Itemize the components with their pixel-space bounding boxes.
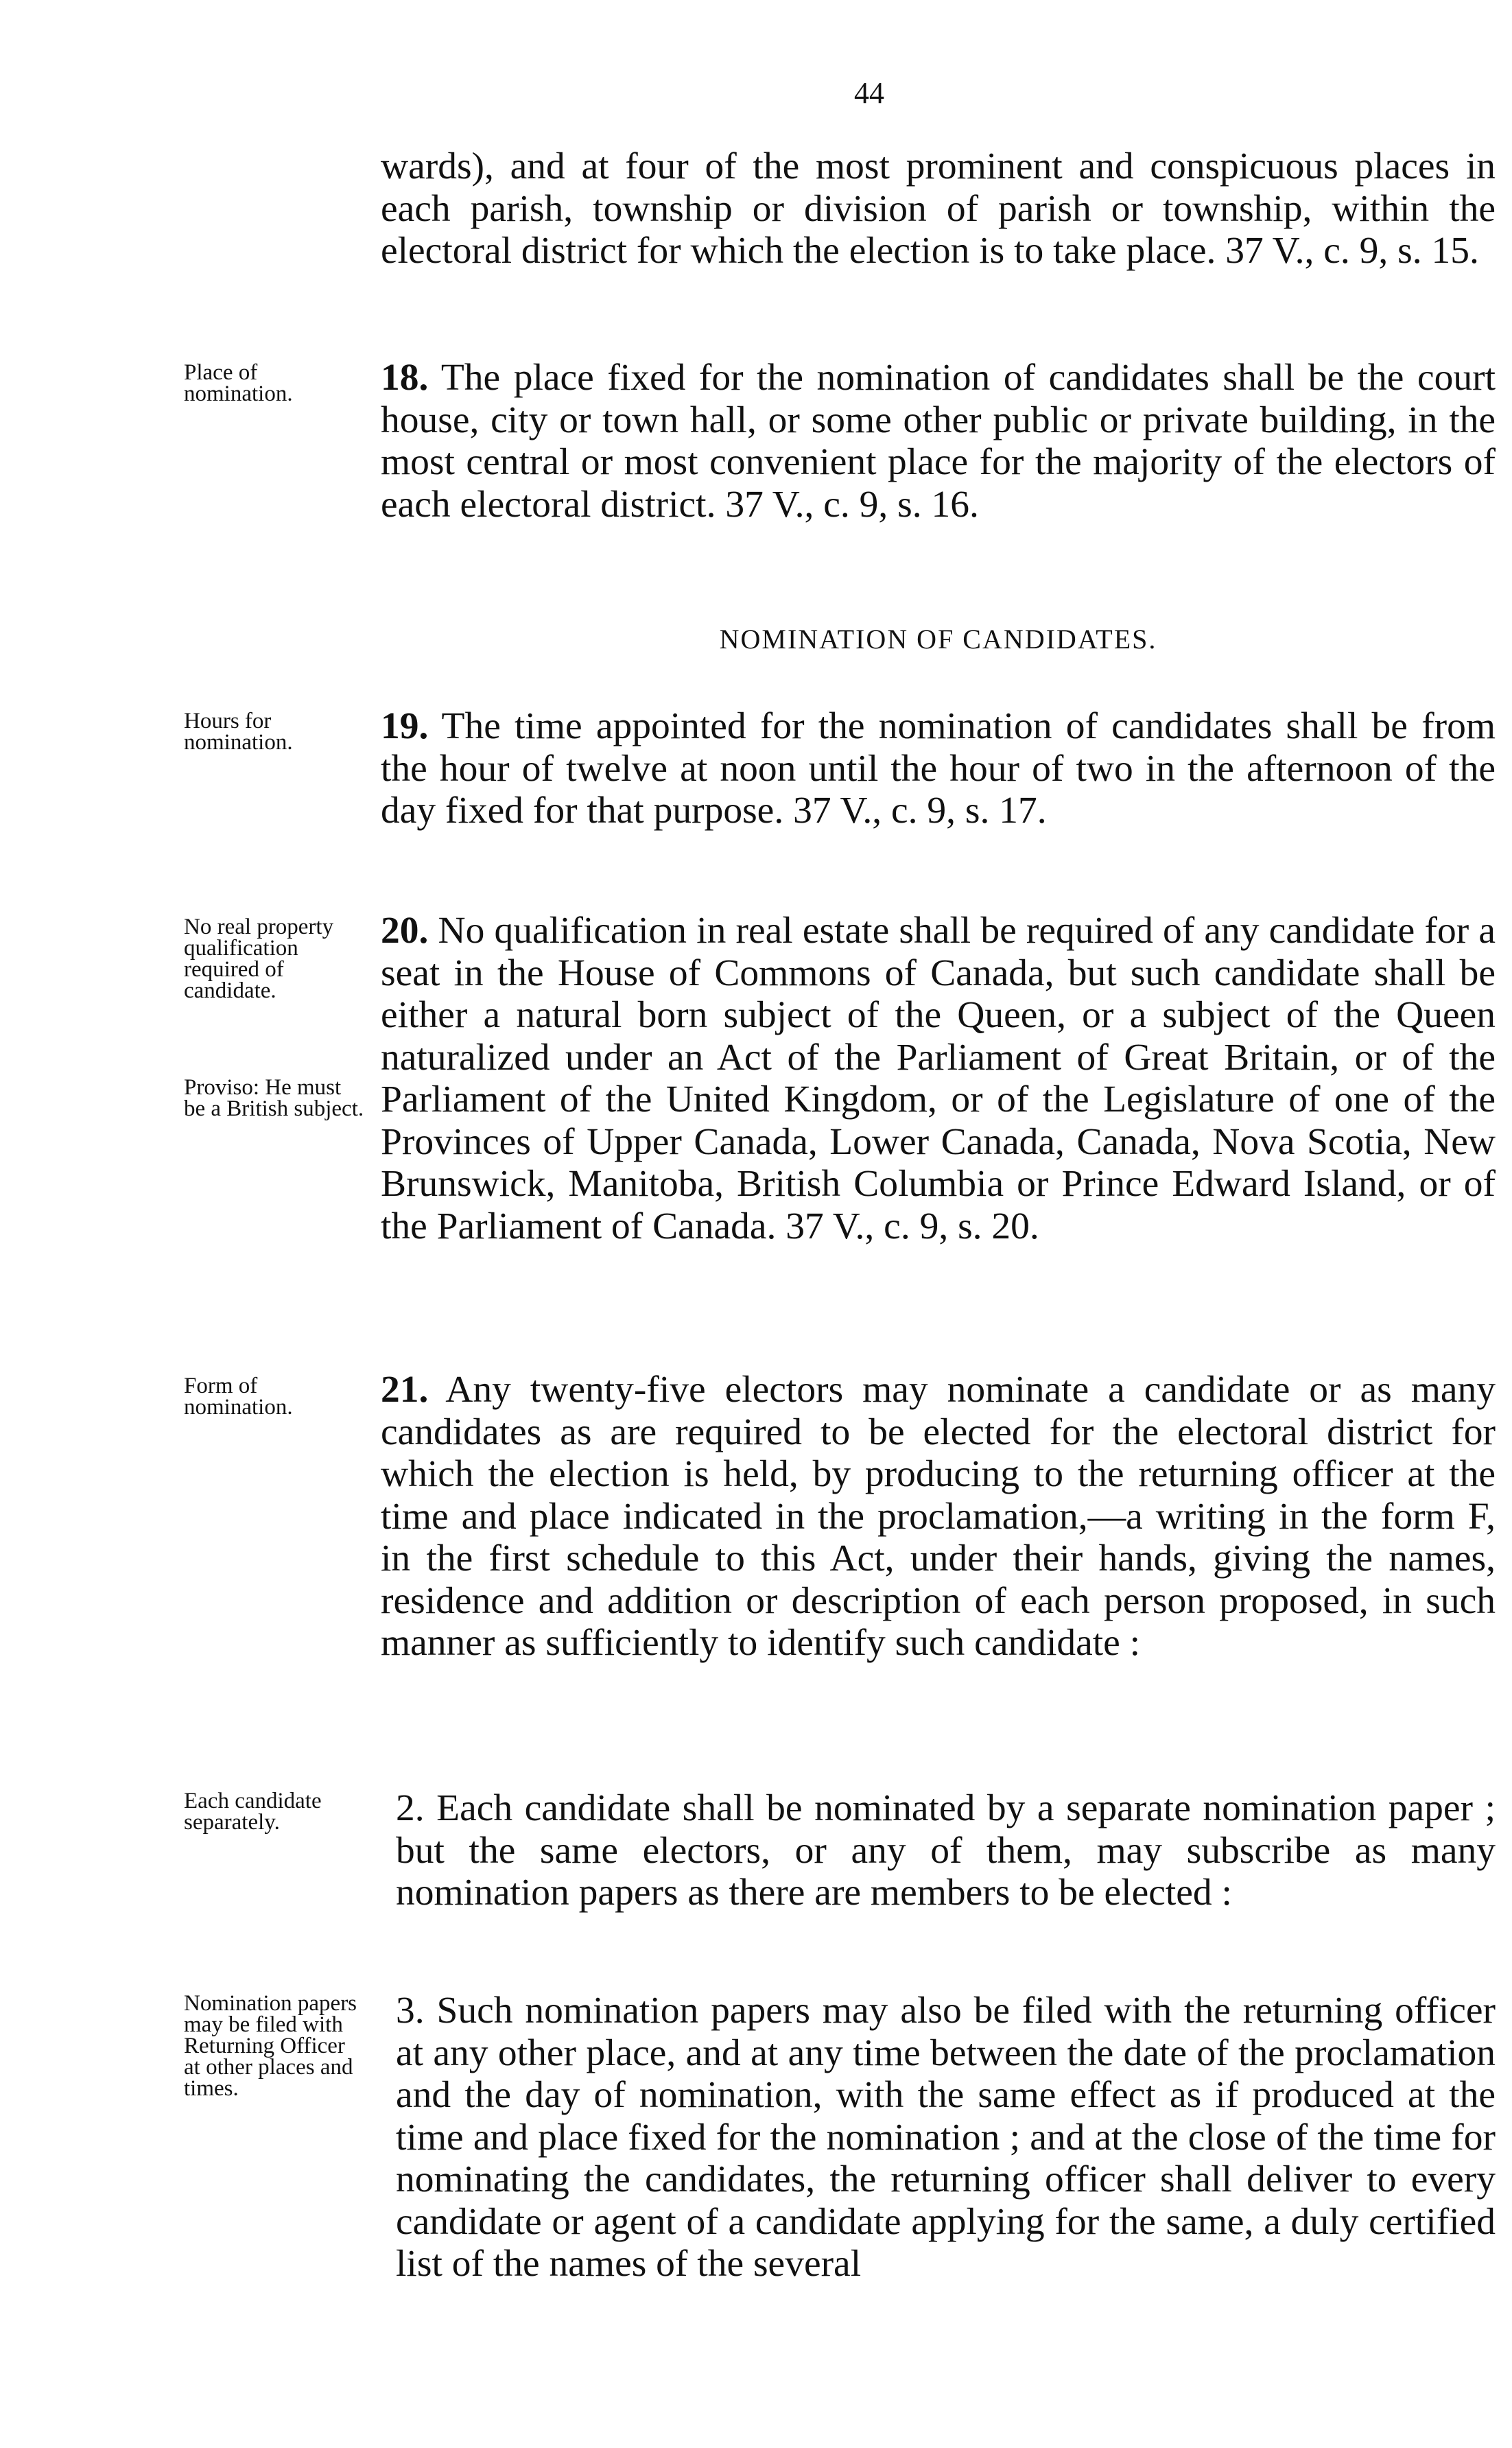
- section-number: 18.: [381, 357, 429, 399]
- section-21-2-text: 2. Each candidate shall be nominated by a separate nomination paper ; but the same electors, or any of them, may subscribe as many nomination papers as there are members to be elected :: [396, 1787, 1496, 1914]
- section-number: 19.: [381, 705, 429, 747]
- section-body: The time appointed for the nomination of candidates shall be from the hour of twelve at noon until the hour of two in the afternoon of the day fixed for that purpose. 37 V., c. 9, s. 17.: [381, 705, 1496, 832]
- section-21-text: [381, 1369, 1496, 1664]
- section-21-3-text: 3. Such nomination papers may also be filed with the returning officer at any other place, and at any time between the date of the proclamation and the day of nomination, with the same effect as if produced at the time and place fixed for the nomination ; and at the close of the time for nominating the candidates, the returning officer shall deliver to every candidate or agent of a candidate applying for the same, a duly certified list of the names of the several: [396, 1990, 1496, 2285]
- section-18-text: [381, 357, 1496, 526]
- intro-paragraph: wards), and at four of the most prominent and conspicuous places in each parish, township or division of parish or township, within the electoral district for which the election is to take place. 37 V., c. 9, s. 15.: [381, 145, 1496, 272]
- section-20-text: [381, 910, 1496, 1247]
- margin-note-18: Place of nomination.: [184, 360, 293, 406]
- section-body: No qualification in real estate shall be required of any candidate for a seat in the House of Commons of Canada, but such candidate shall be either a natural born subject of the Queen, or a subject of the Queen naturalized under an Act of the Parliament of Great Britain, or of the Parliament of the United Kingdom, or of the Legislature of one of the Provinces of Upper Canada, Lower Canada, Canada, Nova Scotia, New Brunswick, Manitoba, British Columbia or Prince Edward Island, or of the Parliament of Canada. 37 V., c. 9, s. 20.: [381, 910, 1496, 1247]
- margin-note-21: Form of nomination.: [184, 1374, 293, 1420]
- margin-note-20: No real property qualification required of candidate.: [184, 915, 334, 1003]
- margin-note-19: Hours for nomination.: [184, 709, 293, 755]
- section-number: 20.: [381, 910, 429, 952]
- section-body: Any twenty-five electors may nominate a candidate or as many candidates as are required to be elected for the electoral district for which the election is held, by producing to the returning officer at the time and place indicated in the proclamation,—a writing in the form F, in the first schedule to this Act, under their hands, giving the names, residence and addition or description of each person proposed, in such manner as sufficiently to identify such candidate :: [381, 1369, 1496, 1664]
- margin-note-21-2: Each candidate separately.: [184, 1789, 322, 1835]
- section-number: 21.: [381, 1369, 429, 1411]
- section-19-text: [381, 705, 1496, 832]
- section-heading: NOMINATION OF CANDIDATES.: [719, 624, 1157, 655]
- margin-note-20-proviso: Proviso: He must be a British subject.: [184, 1075, 364, 1121]
- margin-note-21-3: Nomination papers may be filed with Returning Officer at other places and times.: [184, 1991, 357, 2101]
- page-number: 44: [854, 76, 884, 110]
- section-body: The place fixed for the nomination of candidates shall be the court house, city or town hall, or some other public or private building, in the most central or most convenient place for the majority of the electors of each electoral district. 37 V., c. 9, s. 16.: [381, 357, 1496, 526]
